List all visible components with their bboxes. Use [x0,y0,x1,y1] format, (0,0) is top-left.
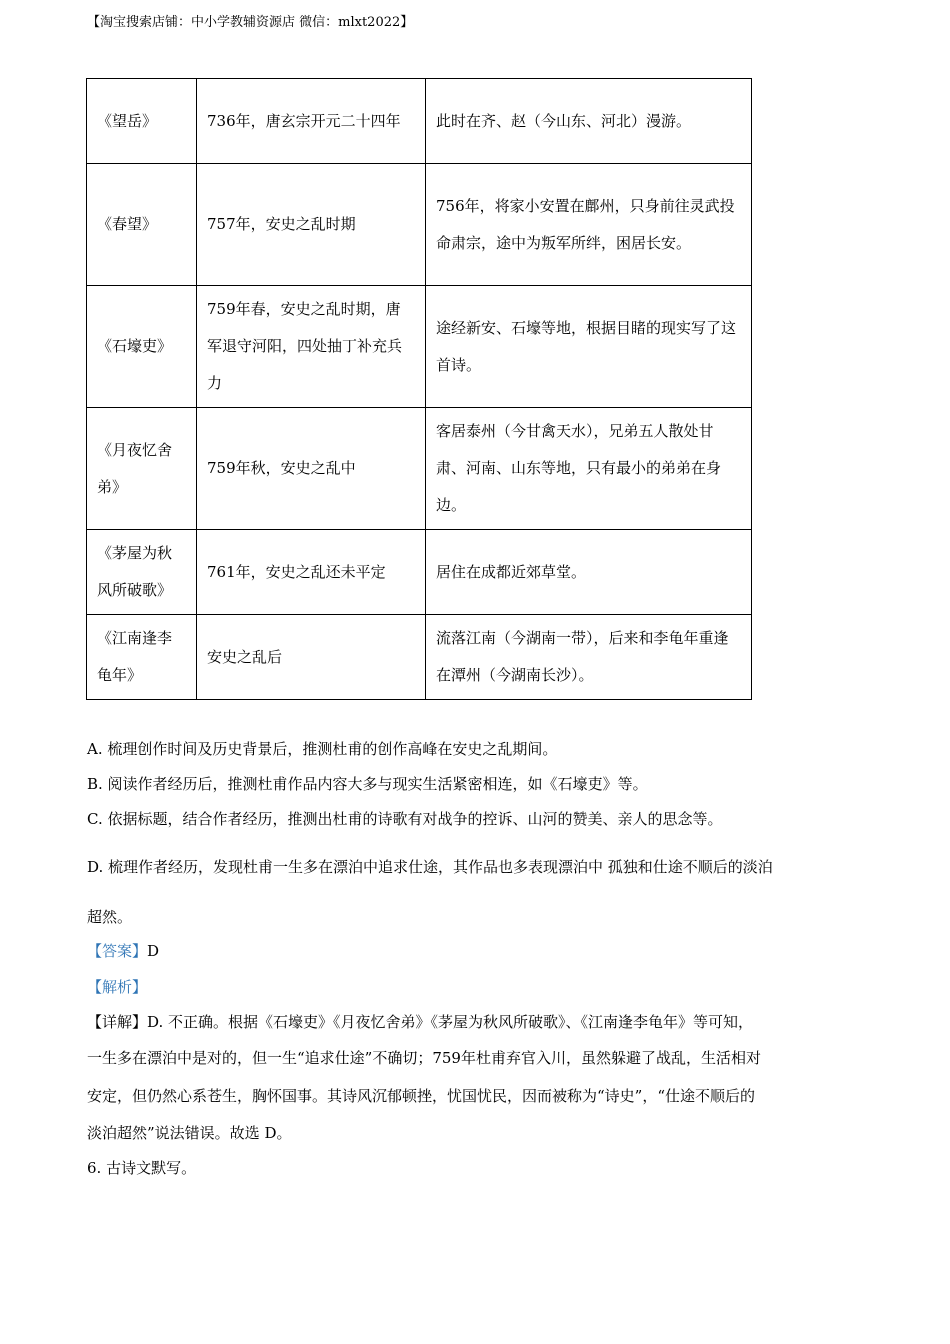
option-a: A. 梳理创作时间及历史背景后，推测杜甫的创作高峰在安史之乱期间。 [87,740,558,758]
poem-title: 《望岳》 [87,79,197,164]
table-row [87,79,752,164]
detail-text: D. 不正确。根据《石壕吏》《月夜忆舍弟》《茅屋为秋风所破歌》、《江南逢李龟年》等可知， [147,1013,754,1031]
poem-time: 759年春，安史之乱时期，唐军退守河阳，四处抽丁补充兵力 [197,286,426,408]
option-c: C. 依据标题，结合作者经历，推测出杜甫的诗歌有对战争的控诉、山河的赞美、亲人的思念等。 [87,810,723,828]
poem-title: 《月夜忆舍弟》 [87,408,197,530]
poem-time: 安史之乱后 [197,615,426,700]
poem-note: 客居泰州（今甘禽天水），兄弟五人散处甘肃、河南、山东等地，只有最小的弟弟在身边。 [426,408,752,530]
answer-label: 【答案】 [87,942,148,960]
poem-time: 759年秋，安史之乱中 [197,408,426,530]
poem-time: 736年，唐玄宗开元二十四年 [197,79,426,164]
poem-note: 756年，将家小安置在鄜州，只身前往灵武投命肃宗，途中为叛军所绊，困居长安。 [426,164,752,286]
option-d-line1: D. 梳理作者经历，发现杜甫一生多在漂泊中追求仕途，其作品也多表现漂泊中 孤独和仕途不顺后的淡泊 [87,858,773,876]
poem-title: 《江南逢李龟年》 [87,615,197,700]
table-row [87,408,752,530]
poem-time: 757年，安史之乱时期 [197,164,426,286]
detail-line1 [87,1011,870,1033]
table-row [87,530,752,615]
detail-line3: 安定，但仍然心系苍生，胸怀国事。其诗风沉郁顿挫，忧国忧民，因而被称为“诗史”，“仕途不顺后的 [87,1087,756,1105]
poem-title: 《石壕吏》 [87,286,197,408]
poem-table [86,78,752,700]
option-d-line2: 超然。 [87,908,133,926]
poem-note: 此时在齐、赵（今山东、河北）漫游。 [426,79,752,164]
poem-title: 《茅屋为秋风所破歌》 [87,530,197,615]
poem-note: 流落江南（今湖南一带），后来和李龟年重逢在潭州（今湖南长沙）。 [426,615,752,700]
answer-value: D [147,942,160,960]
detail-label: 【详解】 [87,1013,148,1031]
answer-line [87,940,870,962]
poem-note: 途经新安、石壕等地，根据目睹的现实写了这首诗。 [426,286,752,408]
next-question: 6. 古诗文默写。 [87,1159,197,1177]
table-row [87,286,752,408]
header-banner: 【淘宝搜索店铺：中小学教辅资源店 微信：mlxt2022】 [87,15,414,30]
poem-title: 《春望》 [87,164,197,286]
analysis-label: 【解析】 [87,978,148,996]
table-row [87,164,752,286]
detail-line4: 淡泊超然”说法错误。故选 D。 [87,1124,292,1142]
detail-line2: 一生多在漂泊中是对的，但一生“追求仕途”不确切；759年杜甫弃官入川，虽然躲避了战乱，生活相对 [87,1049,761,1067]
poem-note: 居住在成都近郊草堂。 [426,530,752,615]
poem-time: 761年，安史之乱还未平定 [197,530,426,615]
option-b: B. 阅读作者经历后，推测杜甫作品内容大多与现实生活紧密相连，如《石壕吏》等。 [87,775,648,793]
table-row [87,615,752,700]
